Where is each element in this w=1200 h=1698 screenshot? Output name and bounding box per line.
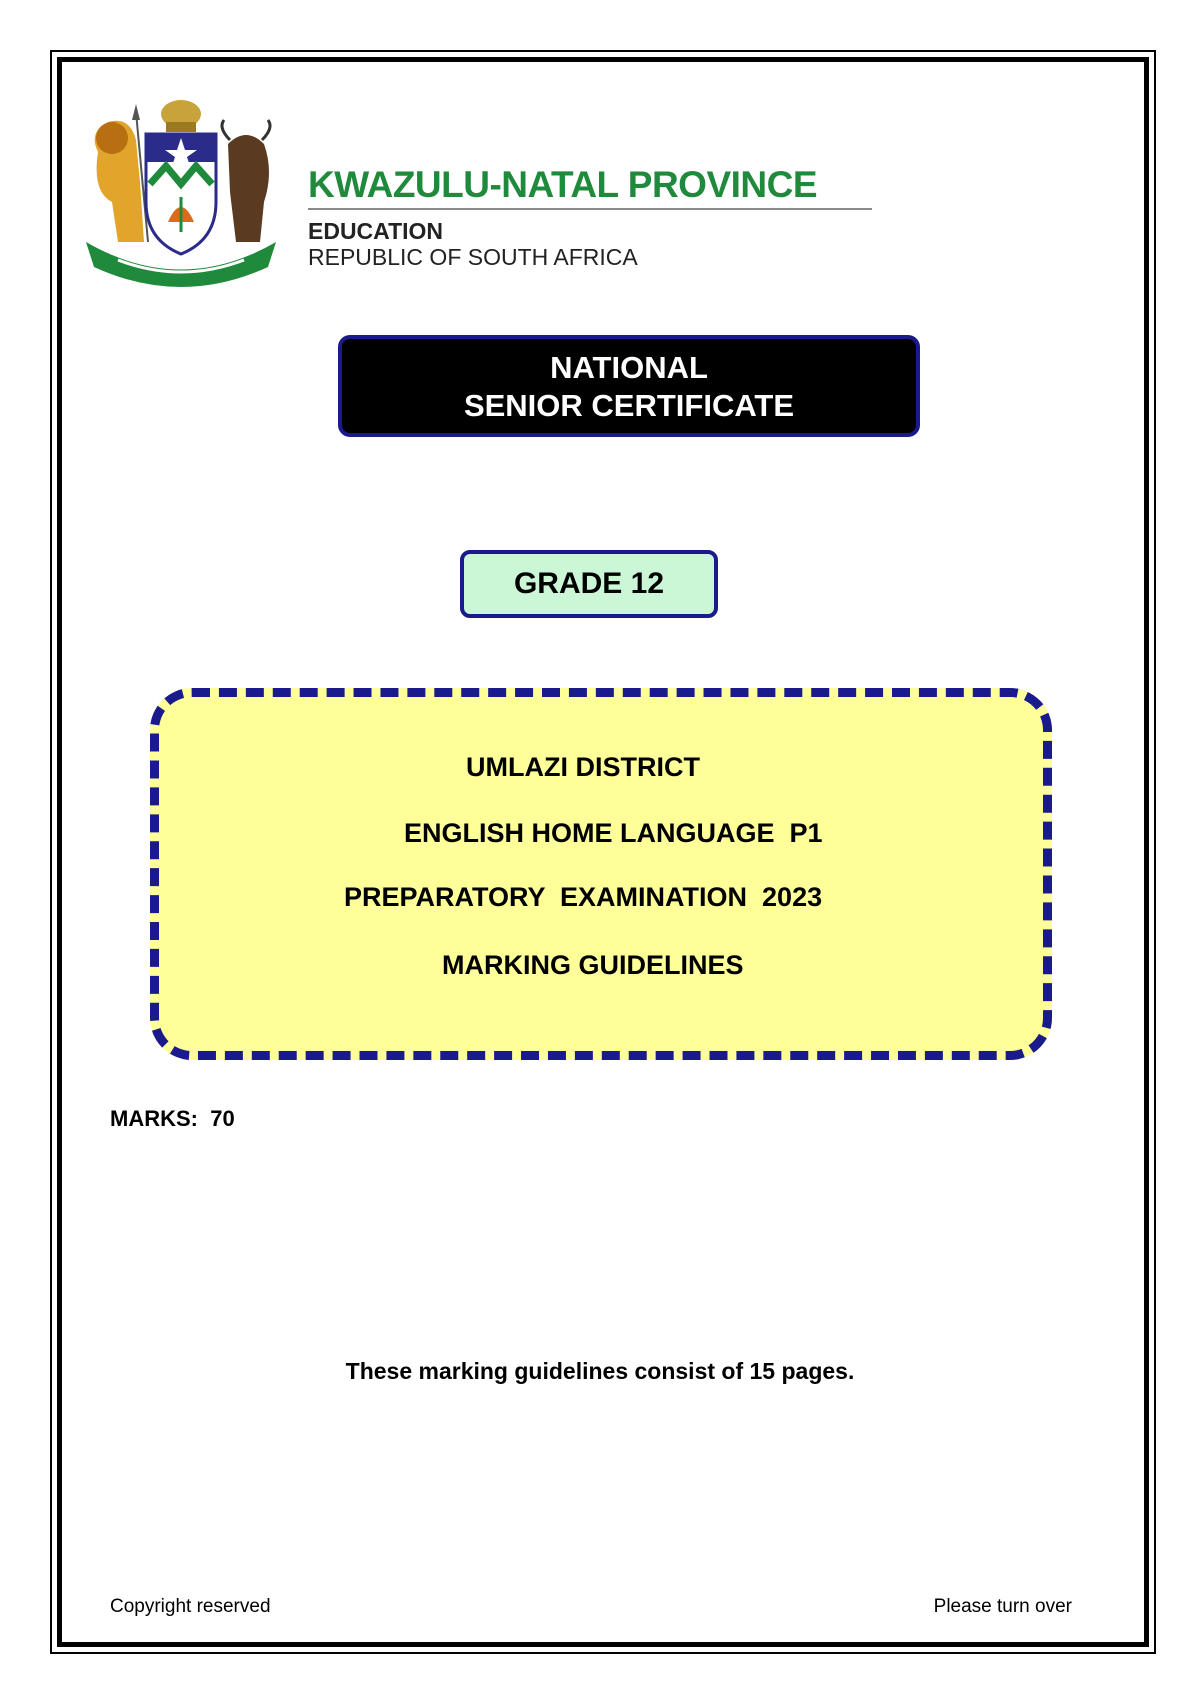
- exam-name: PREPARATORY EXAMINATION 2023: [344, 882, 823, 912]
- header-divider: [308, 208, 872, 210]
- page-count-note: These marking guidelines consist of 15 pages.: [345, 1358, 855, 1384]
- subject-name: ENGLISH HOME LANGUAGE P1: [404, 818, 823, 848]
- total-marks: MARKS: 70: [110, 1106, 235, 1131]
- copyright-footer: Copyright reserved: [110, 1596, 271, 1617]
- country-name: REPUBLIC OF SOUTH AFRICA: [308, 244, 638, 270]
- province-title: KWAZULU-NATAL PROVINCE: [308, 164, 818, 205]
- district-name: UMLAZI DISTRICT: [466, 752, 700, 782]
- document-type: MARKING GUIDELINES: [442, 950, 744, 980]
- turn-over-footer: Please turn over: [933, 1596, 1072, 1617]
- certificate-banner: [338, 335, 920, 437]
- grade-badge: GRADE 12: [460, 550, 718, 618]
- coat-of-arms-icon: [78, 92, 284, 292]
- certificate-line-1: NATIONAL: [550, 350, 708, 385]
- exam-info-box: [150, 688, 1052, 1060]
- certificate-line-2: SENIOR CERTIFICATE: [463, 388, 795, 423]
- department-name: EDUCATION: [308, 218, 444, 244]
